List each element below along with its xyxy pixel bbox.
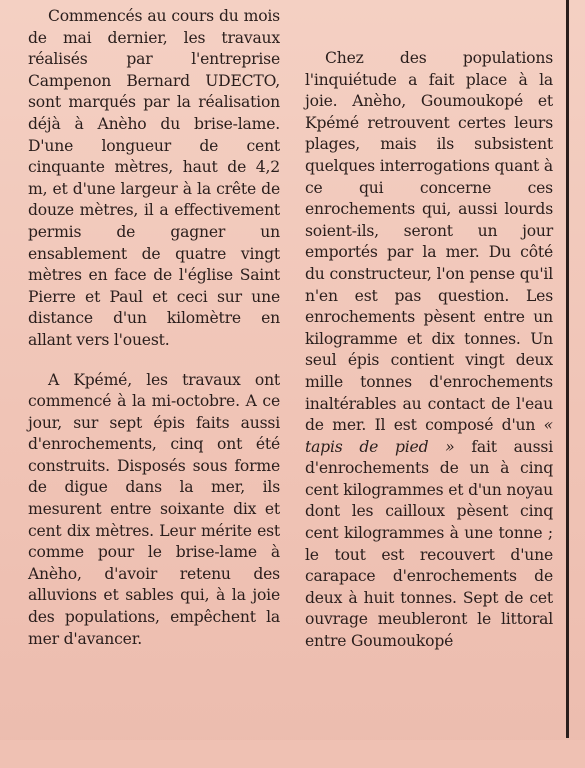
column-rule <box>566 0 569 738</box>
italic-term: « tapis de pied » <box>305 416 553 456</box>
left-paragraph-1: Commencés au cours du mois de mai dernier, les travaux réalisés par l'entreprise Campenon Bernard UDECTO, sont marqués par la réalisation déjà à Anèho du brise-lame. D'une longueur de cent cinquante mètres, haut de 4,2 m, et d'une largeur à la crête de douze mètres, il a effectivement permis de gagner un ensablement de quatre vingt mètres en face de l'église Saint Pierre et Paul et ceci sur une distance d'un kilomètre en allant vers l'ouest. <box>28 7 280 349</box>
left-column <box>28 6 280 650</box>
right-paragraph-1 <box>305 48 553 653</box>
page-bottom-edge <box>0 740 585 768</box>
right-column <box>305 48 553 653</box>
paragraph-gap <box>28 352 280 370</box>
right-paragraph-1-end: fait aussi d'enrochements de un à cinq cent kilogrammes et d'un noyau dont les cailloux pèsent cinq cent kilogrammes à une tonne ; le tout est recouvert d'une carapace d'enrochements de deux à huit tonnes. Sept de cet ouvrage meubleront le littoral entre Goumoukopé <box>305 437 553 651</box>
right-paragraph-1-start: Chez des populations l'inquiétude a fait place à la joie. Anèho, Goumoukopé et Kpémé retrouvent certes leurs plages, mais ils subsistent quelques interrogations quant à ce qui concerne ces enrochements qui, aussi lourds soient-ils, seront un jour emportés par la mer. Du côté du constructeur, l'on pense qu'il n'en est pas question. Les enrochements pèsent entre un kilogramme et dix tonnes. Un seul épis contient vingt deux mille tonnes d'enrochements inaltérables au contact de l'eau de mer. Il est composé d'un <box>305 49 553 435</box>
left-paragraph-2: A Kpémé, les travaux ont commencé à la mi-octobre. A ce jour, sur sept épis faits aussi d'enrochements, cinq ont été construits. Disposés sous forme de digue dans la mer, ils mesurent entre soixante dix et cent dix mètres. Leur mérite est comme pour le brise-lame à Anèho, d'avoir retenu des alluvions et sables qui, à la joie des populations, empêchent la mer d'avancer. <box>28 370 280 648</box>
